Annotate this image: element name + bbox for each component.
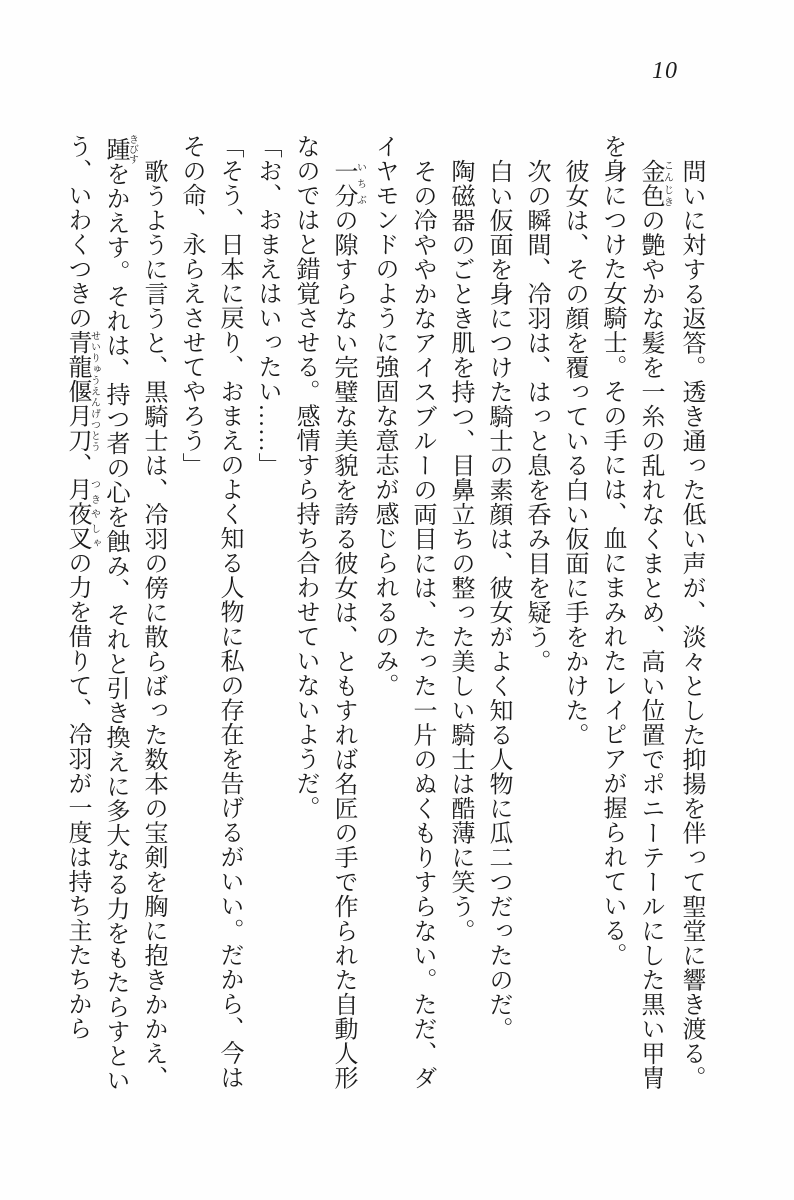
furigana-ruby: 一分いちぶ (330, 158, 366, 208)
paragraph: 金色こんじきの艶やかな髪を一糸の乱れなくまとめ、高い位置でポニーテールにした黒い甲冑を身につけた女騎士。その手には、血にまみれたレイピアが握られている。 (599, 134, 673, 1090)
paragraph: 陶磁器のごとき肌を持つ、目鼻立ちの整った美しい騎士は酷薄に笑う。 (447, 158, 473, 943)
furigana-ruby: 金色こんじき (637, 158, 673, 208)
paragraph: 次の瞬間、冷羽は、はっと息を呑み目を疑う。 (523, 158, 549, 673)
furigana-ruby: 青龍偃月刀せいりゅうえんげつとう (64, 330, 100, 453)
page-number: 10 (652, 58, 678, 84)
furigana-ruby: 踵きびす (102, 134, 138, 164)
paragraph: 一分いちぶの隙すらない完璧な美貌を誇る彼女は、ともすれば名匠の手で作られた自動人形なのではと錯覚させる。感情すら持ち合わせていないようだ。 (292, 134, 366, 1090)
paragraph: 白い仮面を身につけた騎士の素顔は、彼女がよく知る人物に瓜二つだったのだ。 (485, 158, 511, 1041)
paragraph: 問いに対する返答。透き通った低い声が、淡々とした抑揚を伴って聖堂に響き渡る。 (678, 158, 704, 1090)
page-text (58, 134, 710, 1096)
paragraph: その冷ややかなアイスブルーの両目には、たった一片のぬくもりすらない。ただ、ダイヤモンドのように強固な意志が感じられるのみ。 (371, 134, 435, 1090)
furigana-ruby: 月夜叉つきやしゃ (64, 477, 100, 551)
paragraph: 歌うように言うと、黒騎士は、冷羽の傍に散らばった数本の宝剣を胸に抱きかかえ、踵きびすをかえす。それは、持つ者の心を蝕み、それと引き換えに多大なる力をもたらすという、いわくつきの青龍偃月刀せいりゅうえんげつとう、月夜叉つきやしゃの力を借りて、冷羽が一度は持ち主たちから (64, 134, 166, 1093)
paragraph: 彼女は、その顔を覆っている白い仮面に手をかけた。 (561, 158, 587, 747)
paragraph: 「お、おまえはいったい……」 (254, 134, 280, 477)
paragraph: 「そう、日本に戻り、おまえのよく知る人物に私の存在を告げるがいい。だから、今はその命、永らえさせてやろう」 (178, 134, 242, 1090)
